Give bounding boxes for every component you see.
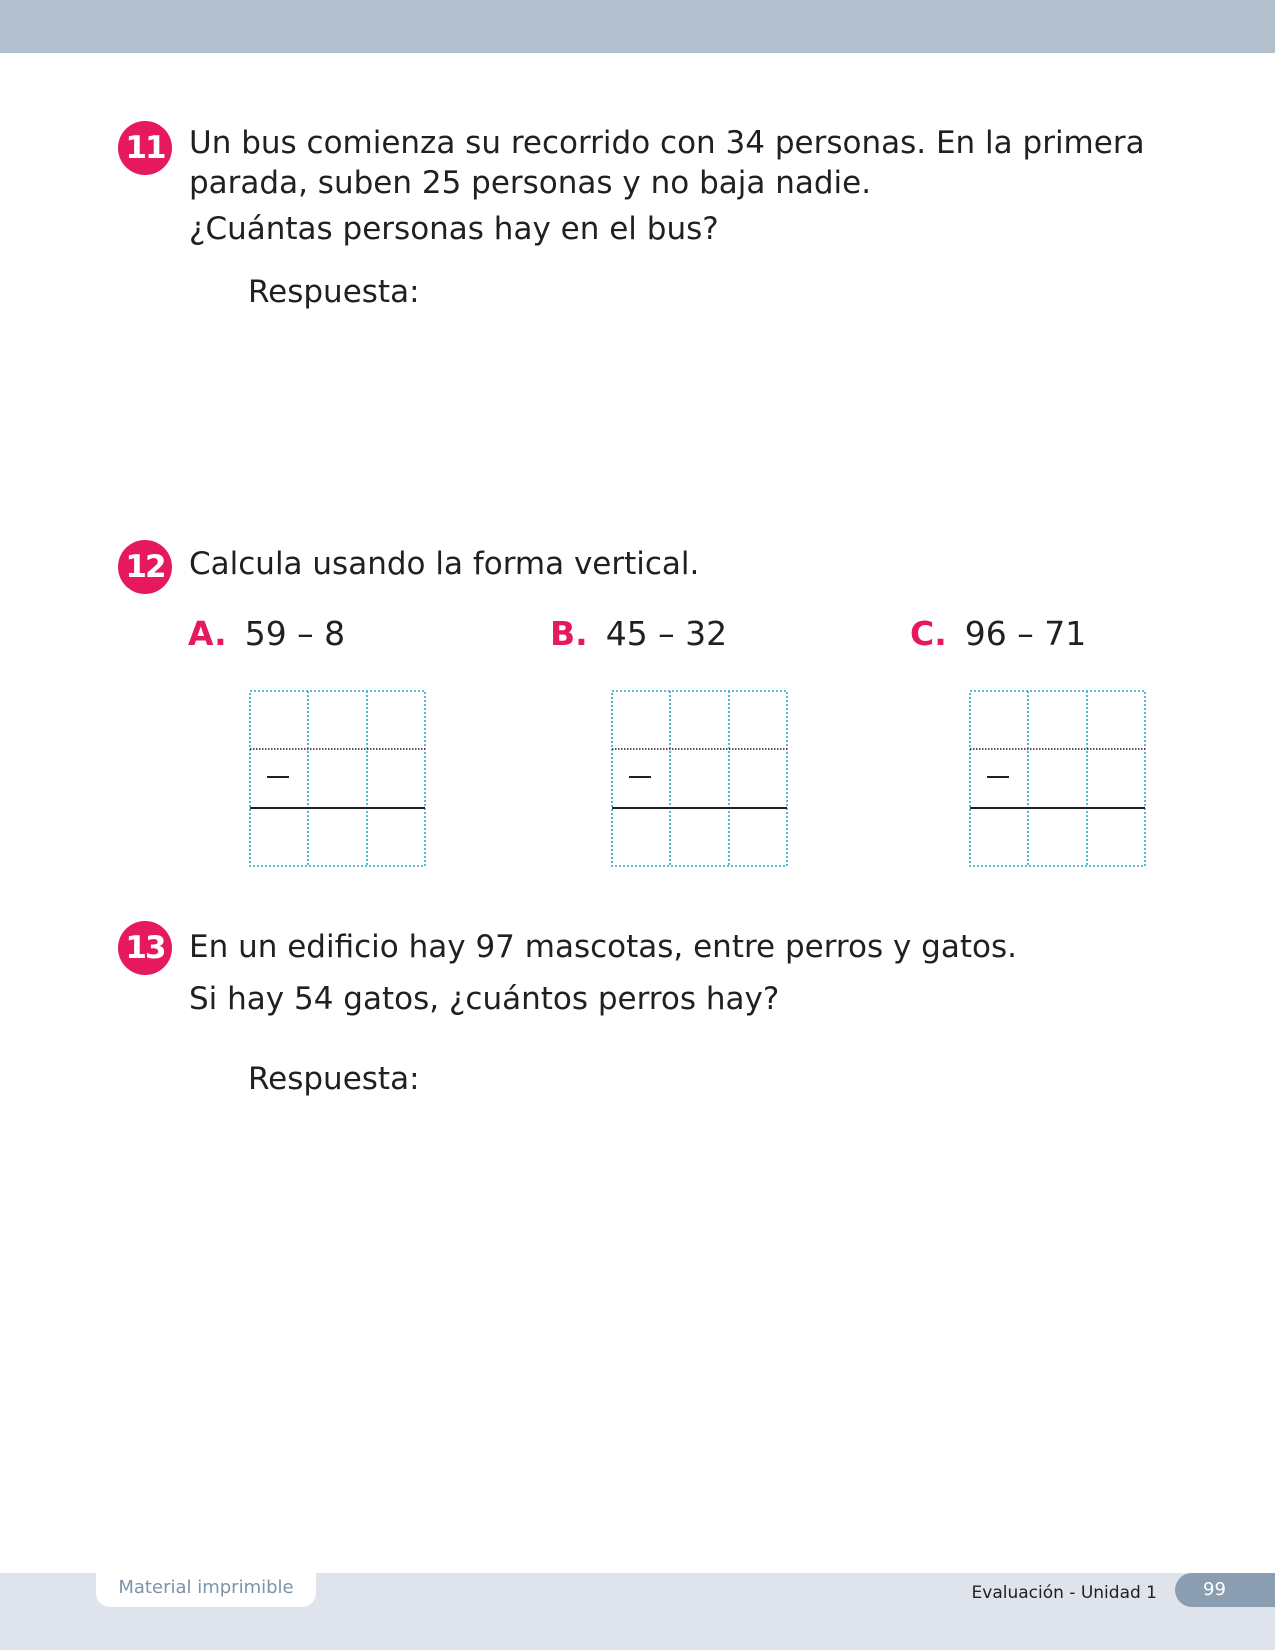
footer-section-title: Evaluación - Unidad 1 [971, 1583, 1157, 1603]
problem-text-line: En un edificio hay 97 mascotas, entre perros y gatos. [189, 929, 1017, 965]
item-letter: C. [910, 614, 947, 653]
problem-text-line: Si hay 54 gatos, ¿cuántos perros hay? [189, 981, 780, 1017]
problem-text [189, 544, 1189, 584]
item-expression: 59 – 8 [244, 614, 346, 653]
page-number: 99 [1175, 1573, 1275, 1607]
problem-text-line: Un bus comienza su recorrido con 34 personas. En la primera [189, 125, 1145, 161]
item-b [550, 614, 727, 653]
problem-text-line: Calcula usando la forma vertical. [189, 546, 700, 582]
item-letter: B. [550, 614, 588, 653]
answer-label: Respuesta: [248, 1061, 420, 1097]
subtraction-grid-b[interactable] [611, 690, 788, 867]
subtraction-grid-a[interactable] [249, 690, 426, 867]
item-c [910, 614, 1086, 653]
problem-text-line: parada, suben 25 personas y no baja nadie. [189, 165, 872, 201]
footer-tab-label: Material imprimible [96, 1571, 316, 1607]
problem-text-line: ¿Cuántas personas hay en el bus? [189, 211, 719, 247]
minus-sign [267, 776, 289, 778]
problem-text [189, 921, 1189, 1025]
minus-sign [987, 776, 1009, 778]
problem-number-badge: 11 [118, 121, 172, 175]
problem-text [189, 123, 1189, 249]
answer-label: Respuesta: [248, 274, 420, 310]
subtraction-grid-c[interactable] [969, 690, 1146, 867]
minus-sign [629, 776, 651, 778]
item-letter: A. [188, 614, 227, 653]
item-expression: 96 – 71 [964, 614, 1087, 653]
item-expression: 45 – 32 [605, 614, 728, 653]
problem-number-badge: 12 [118, 540, 172, 594]
top-bar [0, 0, 1275, 53]
item-a [188, 614, 345, 653]
problem-number-badge: 13 [118, 921, 172, 975]
